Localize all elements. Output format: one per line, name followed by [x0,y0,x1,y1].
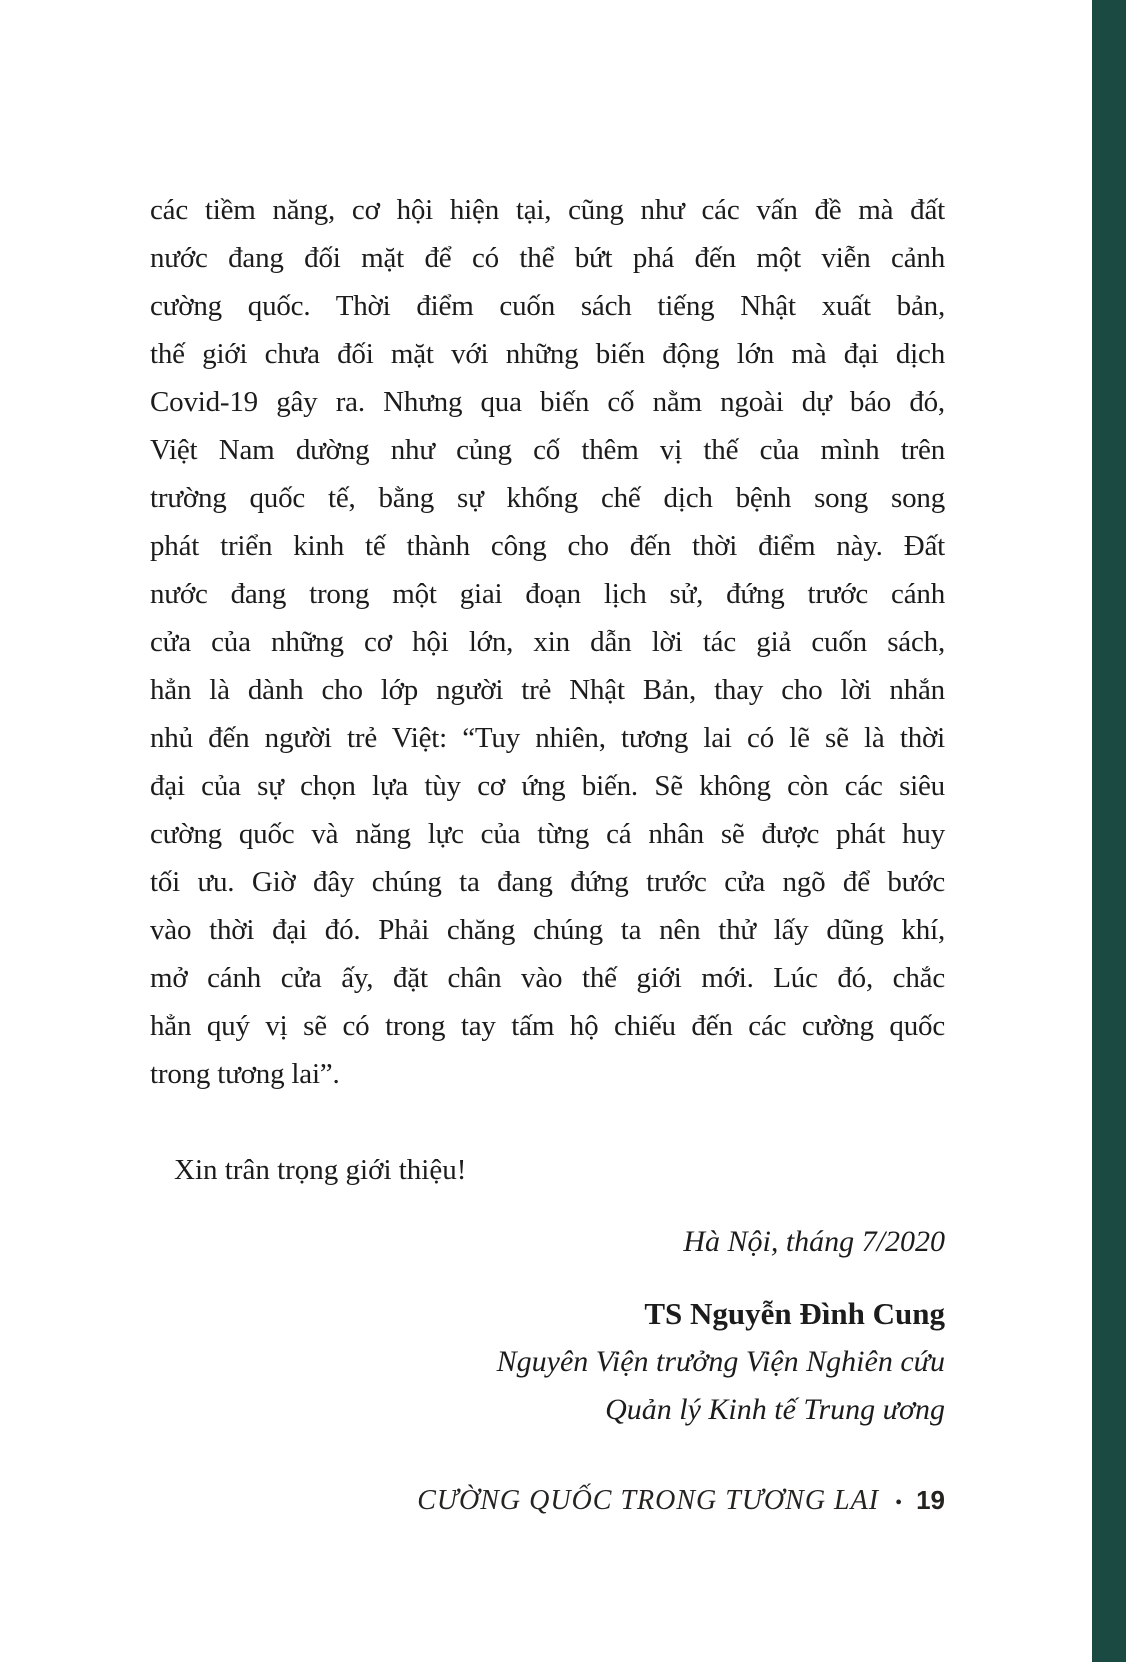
body-text-line: mở cánh cửa ấy, đặt chân vào thế giới mới. Lúc đó, chắc [150,962,945,994]
body-text-line: trong tương lai”. [150,1058,340,1090]
signature-author-title-line2: Quản lý Kinh tế Trung ương [605,1393,945,1426]
body-text-line: cường quốc và năng lực của từng cá nhân sẽ được phát huy [150,818,945,850]
body-text-line: cửa của những cơ hội lớn, xin dẫn lời tác giả cuốn sách, [150,626,945,658]
body-text-line: Việt Nam dường như củng cố thêm vị thế của mình trên [150,434,945,466]
body-text-line: nước đang đối mặt để có thể bứt phá đến một viễn cảnh [150,242,945,274]
running-footer [417,1482,945,1518]
body-text-line: tối ưu. Giờ đây chúng ta đang đứng trước cửa ngõ để bước [150,866,945,898]
body-text-line: hẳn quý vị sẽ có trong tay tấm hộ chiếu đến các cường quốc [150,1010,945,1042]
body-text-line: trường quốc tế, bằng sự khống chế dịch bệnh song song [150,482,945,514]
signature-place-date: Hà Nội, tháng 7/2020 [683,1225,945,1258]
body-text-line: vào thời đại đó. Phải chăng chúng ta nên thử lấy dũng khí, [150,914,945,946]
body-text-line: phát triển kinh tế thành công cho đến thời điểm này. Đất [150,530,945,562]
body-text-line: nước đang trong một giai đoạn lịch sử, đứng trước cánh [150,578,945,610]
signature-author-title-line1: Nguyên Viện trưởng Viện Nghiên cứu [496,1345,945,1378]
footer-page-number: 19 [916,1485,945,1515]
body-text-line: đại của sự chọn lựa tùy cơ ứng biến. Sẽ không còn các siêu [150,770,945,802]
signature-author-name: TS Nguyễn Đình Cung [644,1296,945,1331]
body-text-line: thế giới chưa đối mặt với những biến động lớn mà đại dịch [150,338,945,370]
footer-book-title: CƯỜNG QUỐC TRONG TƯƠNG LAI [417,1485,880,1516]
page-content [150,186,945,1434]
body-text-line: các tiềm năng, cơ hội hiện tại, cũng như các vấn đề mà đất [150,194,945,226]
page-edge-band [1092,0,1126,1662]
body-text-line: hẳn là dành cho lớp người trẻ Nhật Bản, thay cho lời nhắn [150,674,945,706]
closing-line: Xin trân trọng giới thiệu! [174,1154,467,1186]
signature-block [150,1218,945,1434]
body-text-line: cường quốc. Thời điểm cuốn sách tiếng Nhật xuất bản, [150,290,945,322]
body-text-line: nhủ đến người trẻ Việt: “Tuy nhiên, tương lai có lẽ sẽ là thời [150,722,945,754]
footer-bullet-separator: • [895,1492,903,1514]
body-text-line: Covid-19 gây ra. Nhưng qua biến cố nằm ngoài dự báo đó, [150,386,945,418]
body-paragraph [150,186,945,1098]
